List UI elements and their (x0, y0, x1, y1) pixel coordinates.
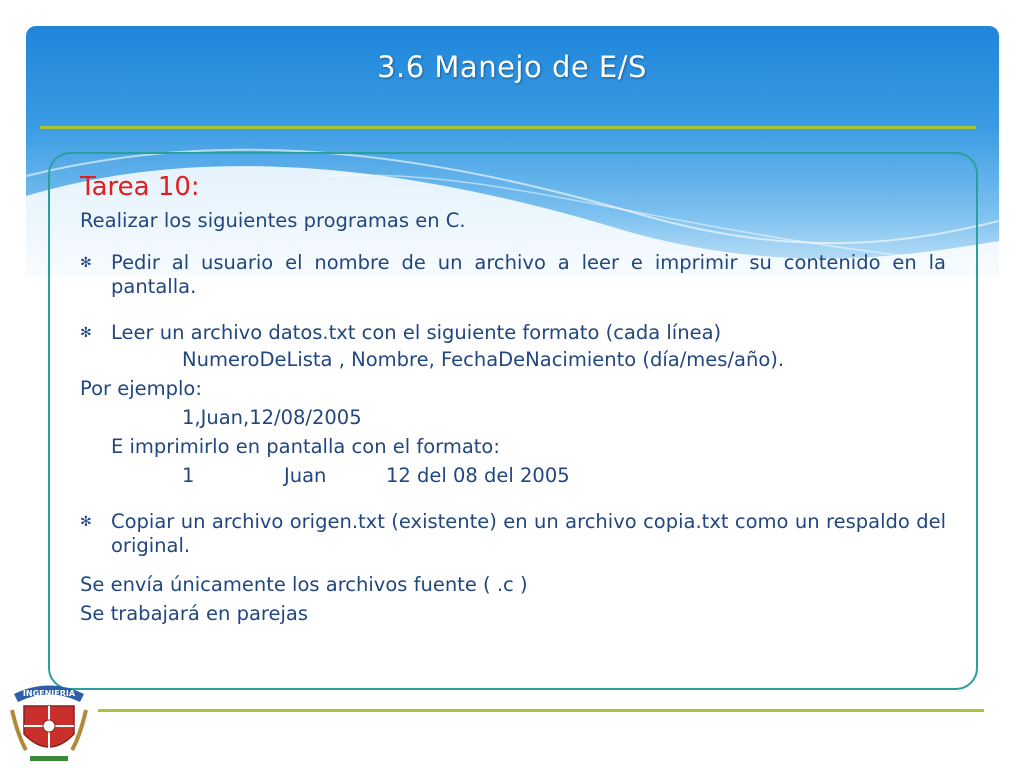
task-heading: Tarea 10: (80, 172, 200, 202)
pairs-note: Se trabajará en parejas (80, 602, 309, 625)
top-divider (40, 126, 976, 129)
bullet-item-2 (80, 321, 946, 345)
intro-text: Realizar los siguientes programas en C. (80, 209, 466, 232)
bullet-item-3 (80, 510, 946, 558)
ingenieria-shield-logo (8, 676, 90, 766)
logo-text: INGENIERIA (22, 689, 76, 698)
output-name: Juan (284, 464, 327, 487)
bullet-star-icon: ✻ (80, 325, 92, 341)
bullet-star-icon: ✻ (80, 255, 92, 271)
example-value: 1,Juan,12/08/2005 (182, 406, 362, 429)
output-number: 1 (182, 464, 195, 487)
bullet-star-icon: ✻ (80, 514, 92, 530)
format-line: NumeroDeLista , Nombre, FechaDeNacimiento (día/mes/año). (182, 348, 785, 371)
print-label: E imprimirlo en pantalla con el formato: (111, 435, 500, 458)
bottom-divider (98, 709, 984, 712)
example-label: Por ejemplo: (80, 377, 202, 400)
output-date: 12 del 08 del 2005 (386, 464, 570, 487)
submission-note: Se envía únicamente los archivos fuente ( .c ) (80, 573, 528, 596)
slide-content (80, 170, 946, 628)
bullet-text: Leer un archivo datos.txt con el siguiente formato (cada línea) (111, 321, 722, 344)
output-example-row (80, 461, 946, 490)
bullet-text: Copiar un archivo origen.txt (existente) en un archivo copia.txt como un respaldo del original. (111, 510, 946, 557)
bullet-text: Pedir al usuario el nombre de un archivo a leer e imprimir su contenido en la pantalla. (111, 251, 946, 298)
slide-title: 3.6 Manejo de E/S (377, 50, 647, 84)
bullet-item-1 (80, 251, 946, 299)
